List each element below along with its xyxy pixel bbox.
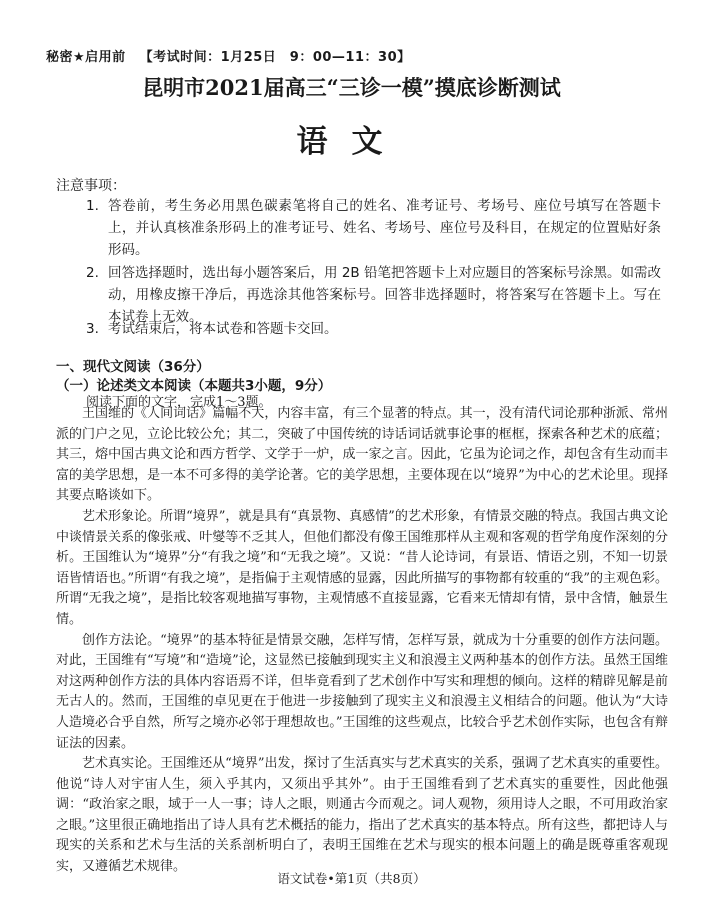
passage-paragraph: 艺术形象论。所谓“境界”，就是具有“真景物、真感情”的艺术形象，有情景交融的特点。我国古典文论中谈情景关系的像张戒、叶燮等不乏其人，但他们都没有像王国维那样从主观和客观的哲学角度作深刻的分析。王国维认为“境界”分“有我之境”和“无我之境”。又说：“昔人论诗词，有景语、情语之别，不知一切景语皆情语也。”所谓“有我之境”，是指偏于主观情感的显露，因此所描写的事物都有较重的“我”的主观色彩。所谓“无我之境”，是指比较客观地描写事物，主观情感不直接显露，它看来无情却有情，景中含情，触景生情。 [56, 508, 668, 627]
note-item-1 [86, 195, 661, 261]
exam-time: 【考试时间：1月25日 9：00—11：30】 [139, 50, 411, 65]
note-text: 考试结束后，将本试卷和答题卡交回。 [108, 321, 338, 337]
note-number: 2. [86, 265, 99, 281]
notes-heading: 注意事项： [56, 178, 126, 194]
note-text: 回答选择题时，选出每小题答案后，用 2B 铅笔把答题卡上对应题目的答案标号涂黑。如需改动，用橡皮擦干净后，再选涂其他答案标号。回答非选择题时，将答案写在答题卡上。写在本试卷上无效。 [108, 265, 661, 325]
subject-title: 语文 [296, 124, 407, 160]
secret-label: 秘密★启用前 [46, 50, 126, 65]
passage-paragraph: 艺术真实论。王国维还从“境界”出发，探讨了生活真实与艺术真实的关系，强调了艺术真实的重要性。他说“诗人对宇宙人生，须入乎其内，又须出乎其外”。由于王国维看到了艺术真实的重要性，因此他强调：“政治家之眼，域于一人一事；诗人之眼，则通古今而观之。词人观物，须用诗人之眼，不可用政治家之眼。”这里很正确地指出了诗人具有艺术概括的能力，指出了艺术真实的基本特点。所有这些，都把诗人与现实的关系和艺术与生活的关系剖析明白了，表明王国维在艺术与现实的根本问题上的确是既尊重客观现实，又遵循艺术规律。 [56, 756, 668, 875]
note-number: 1. [86, 198, 99, 214]
note-text: 答卷前，考生务必用黑色碳素笔将自己的姓名、准考证号、考场号、座位号填写在答题卡上，并认真核准条形码上的准考证号、姓名、考场号、座位号及科目，在规定的位置贴好条形码。 [108, 198, 661, 258]
passage-paragraph: 王国维的《人间词话》篇幅不大，内容丰富，有三个显著的特点。其一，没有清代词论那种浙派、常州派的门户之见，立论比较公允；其二，突破了中国传统的诗话词话就事论事的框框，探索各种艺术的底蕴；其三，熔中国古典文论和西方哲学、文学于一炉，成一家之言。因此，它虽为论词之作，却包含有生动而丰富的美学思想，是一本不可多得的美学论著。它的美学思想，主要体现在以“境界”为中心的艺术论里。现择其要点略谈如下。 [56, 406, 668, 504]
section-title: 一、现代文阅读（36分） [56, 359, 210, 375]
reading-passage [56, 404, 668, 878]
note-item-3 [86, 318, 661, 340]
page-footer: 语文试卷•第1页（共8页） [277, 871, 426, 886]
section-subtitle: （一）论述类文本阅读（本题共3小题，9分） [56, 378, 332, 394]
header-line [46, 46, 411, 65]
note-number: 3. [86, 321, 99, 337]
passage-paragraph: 创作方法论。“境界”的基本特征是情景交融，怎样写情，怎样写景，就成为十分重要的创作方法问题。对此，王国维有“写境”和“造境”论，这显然已接触到现实主义和浪漫主义两种基本的创作方法。虽然王国维对这两种创作方法的具体内容语焉不详，但毕竟看到了艺术创作中写实和理想的倾向。这样的精辟见解是前无古人的。然而，王国维的卓见更在于他进一步接触到了现实主义和浪漫主义相结合的问题。他认为“大诗人造境必合乎自然，所写之境亦必邻于理想故也。”王国维的这些观点，比较合乎艺术创作实际，也包含有辩证法的因素。 [56, 632, 668, 751]
reading-instruction: 阅读下面的文字，完成1～3题。 [86, 395, 272, 410]
exam-title: 昆明市2021届高三“三诊一模”摸底诊断测试 [142, 75, 561, 100]
